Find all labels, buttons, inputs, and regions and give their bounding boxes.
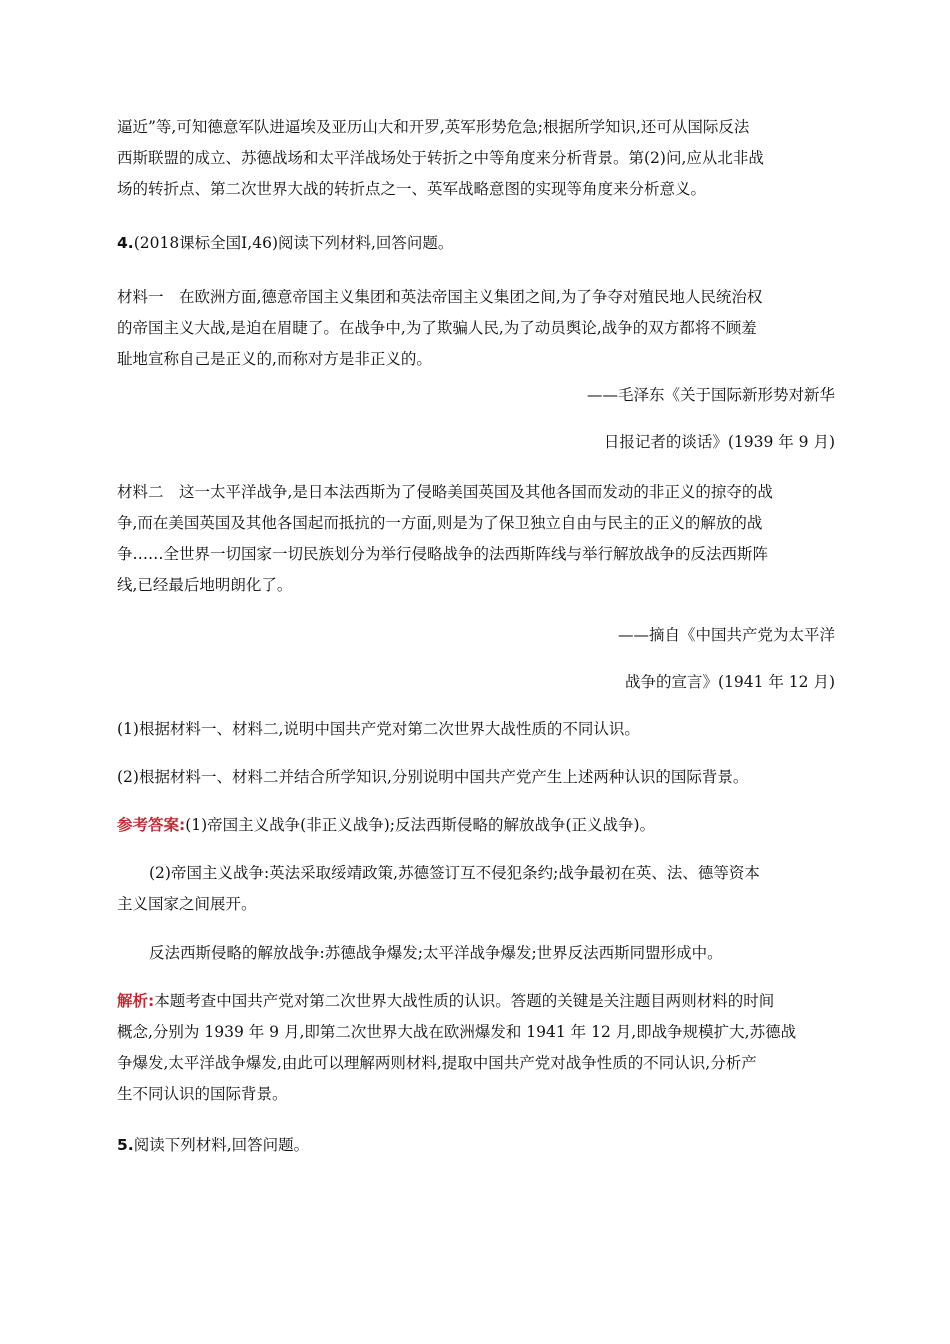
question-stem: (2018课标全国Ⅰ,46)阅读下列材料,回答问题。 bbox=[133, 234, 454, 252]
text-line: 本题考查中国共产党对第二次世界大战性质的认识。答题的关键是关注题目两则材料的时间 bbox=[154, 992, 775, 1010]
text-line: 逼近”等,可知德意军队进逼埃及亚历山大和开罗,英军形势危急;根据所学知识,还可从国际反法 bbox=[117, 118, 750, 136]
question-5-stem bbox=[117, 1130, 835, 1161]
answer-text: (1)帝国主义战争(非正义战争);反法西斯侵略的解放战争(正义战争)。 bbox=[185, 816, 656, 834]
text-line: 争,而在美国英国及其他各国起而抵抗的一方面,则是为了保卫独立自由与民主的正义的解放的战 bbox=[117, 514, 763, 532]
question-number: 4. bbox=[117, 234, 134, 252]
text-line: 材料一 在欧洲方面,德意帝国主义集团和英法帝国主义集团之间,为了争夺对殖民地人民统治权 bbox=[117, 288, 763, 306]
text-line: 耻地宣称自己是正义的,而称对方是非正义的。 bbox=[117, 350, 432, 368]
analysis bbox=[117, 986, 835, 1110]
text-line: (2)帝国主义战争:英法采取绥靖政策,苏德签订互不侵犯条约;战争最初在英、法、德等资本 bbox=[149, 864, 760, 882]
text-line: 生不同认识的国际背景。 bbox=[117, 1085, 288, 1103]
question-number: 5. bbox=[117, 1136, 134, 1154]
source-line: 日报记者的谈话》(1939 年 9 月) bbox=[603, 433, 835, 451]
answer-part-3 bbox=[117, 938, 835, 969]
reference-answer bbox=[117, 810, 835, 841]
answer-part-2 bbox=[117, 858, 835, 920]
text-line: 主义国家之间展开。 bbox=[117, 895, 257, 913]
text-line: 线,已经最后地明朗化了。 bbox=[117, 576, 293, 594]
material-two bbox=[117, 477, 835, 601]
text-line: 争……全世界一切国家一切民族划分为举行侵略战争的法西斯阵线与举行解放战争的反法西斯阵 bbox=[117, 545, 769, 563]
material-two-source-2 bbox=[117, 667, 835, 698]
material-one bbox=[117, 282, 835, 375]
answer-label: 参考答案: bbox=[117, 816, 186, 834]
text-line: 的帝国主义大战,是迫在眉睫了。在战争中,为了欺骗人民,为了动员舆论,战争的双方都将不顾羞 bbox=[117, 319, 757, 337]
text-line: 概念,分别为 1939 年 9 月,即第二次世界大战在欧洲爆发和 1941 年 12 月,即战争规模扩大,苏德战 bbox=[117, 1023, 797, 1041]
intro-paragraph bbox=[117, 112, 835, 205]
source-line: 战争的宣言》(1941 年 12 月) bbox=[624, 673, 835, 691]
sub-question-1 bbox=[117, 714, 835, 745]
sub-question-2 bbox=[117, 762, 835, 793]
sub-question-text: (1)根据材料一、材料二,说明中国共产党对第二次世界大战性质的不同认识。 bbox=[117, 720, 640, 738]
text-line: 场的转折点、第二次世界大战的转折点之一、英军战略意图的实现等角度来分析意义。 bbox=[117, 180, 707, 198]
question-4-stem bbox=[117, 228, 835, 259]
source-line: ——毛泽东《关于国际新形势对新华 bbox=[586, 386, 835, 404]
analysis-label: 解析: bbox=[117, 992, 155, 1010]
text-line: 争爆发,太平洋战争爆发,由此可以理解两则材料,提取中国共产党对战争性质的不同认识,分析产 bbox=[117, 1054, 757, 1072]
material-two-source bbox=[117, 620, 835, 651]
text-line: 材料二 这一太平洋战争,是日本法西斯为了侵略美国英国及其他各国而发动的非正义的掠夺的战 bbox=[117, 483, 773, 501]
text-line: 反法西斯侵略的解放战争:苏德战争爆发;太平洋战争爆发;世界反法西斯同盟形成中。 bbox=[149, 944, 723, 962]
sub-question-text: (2)根据材料一、材料二并结合所学知识,分别说明中国共产党产生上述两种认识的国际背景。 bbox=[117, 768, 749, 786]
material-one-source-2 bbox=[117, 427, 835, 458]
question-stem: 阅读下列材料,回答问题。 bbox=[133, 1136, 310, 1154]
source-line: ——摘自《中国共产党为太平洋 bbox=[617, 626, 835, 644]
material-one-source bbox=[117, 380, 835, 411]
text-line: 西斯联盟的成立、苏德战场和太平洋战场处于转折之中等角度来分析背景。第(2)问,应从北非战 bbox=[117, 149, 764, 167]
